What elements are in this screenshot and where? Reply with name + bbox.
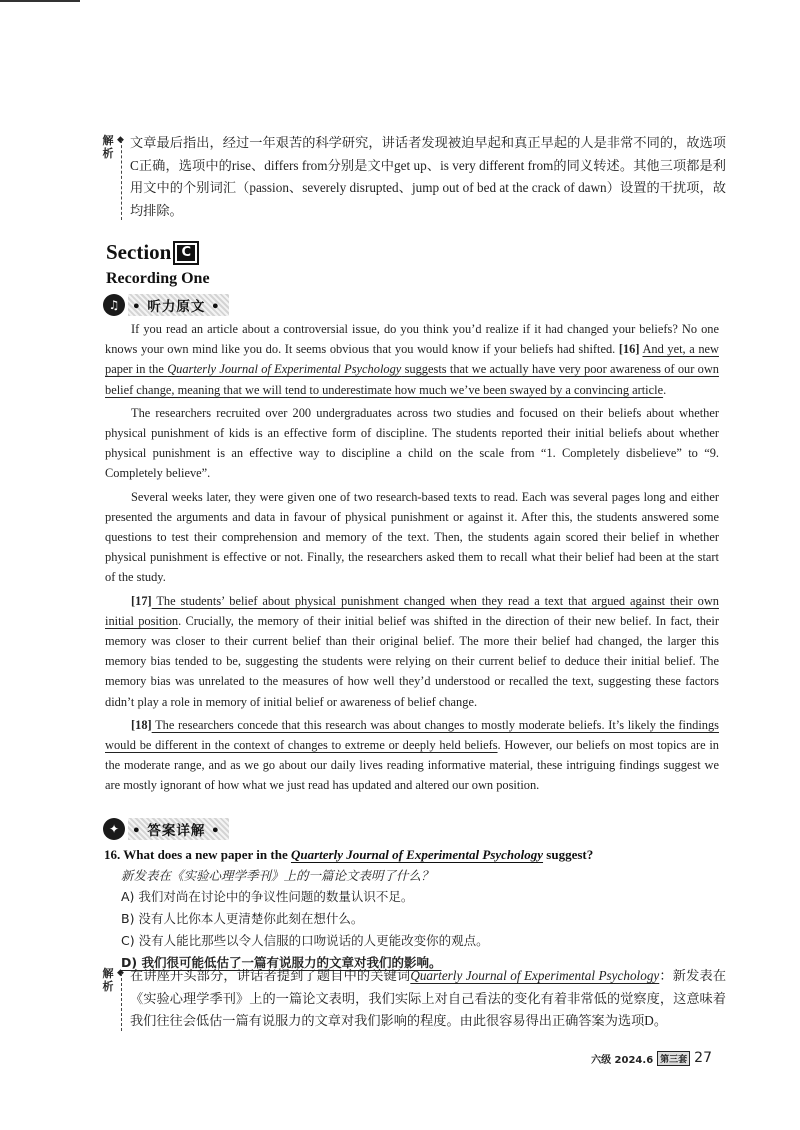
section-label: Section	[106, 240, 172, 264]
key-sentence-16: And yet, a new paper in the Quarterly Journal of Experimental Psychology suggests that we actually have very poor awareness of our own belief change, meaning that we will tend to underestimate how much we’ve been swayed by a convincing article	[105, 342, 719, 397]
question-16	[104, 845, 724, 974]
question-translation: 新发表在《实验心理学季刊》上的一篇论文表明了什么？	[121, 868, 434, 883]
heading-script-label: • 听力原文 •	[128, 294, 229, 316]
option-a: A) 我们对尚在讨论中的争议性问题的数量认识不足。	[121, 889, 414, 904]
explanation-block-16	[100, 965, 726, 1033]
key-sentence-17: The students’ belief about physical punishment changed when they read a text that argued against their own initial position	[105, 593, 719, 628]
page-number: 27	[694, 1050, 712, 1066]
question-stem: 16. What does a new paper in the Quarterly Journal of Experimental Psychology suggest?	[104, 847, 594, 862]
explanation-tag: 解析	[102, 134, 114, 160]
listening-script	[105, 319, 719, 796]
marker-17: [17]	[131, 593, 152, 608]
explanation-text: 在讲座开头部分，讲话者提到了题目中的关键词Quarterly Journal of Experimental Psychology：新发表在《实验心理学季刊》上的一篇论文表明，我们实际上对自己看法的变化有着非常低的觉察度，这意味着我们往往会低估一篇有说服力的文章对我们影响的程度。由此很容易得出正确答案为选项D。	[130, 968, 727, 1028]
headphones-icon: ♫	[103, 294, 125, 316]
heading-script	[103, 294, 229, 316]
passage-paragraph-5: [18] The researchers concede that this research was about changes to mostly moderate beliefs. It’s likely the findings would be different in the context of changes to extreme or deeply held beliefs. However, our beliefs on most topics are in the moderate range, and as we go about our daily lives reading informative material, these intriguing findings suggest we are mostly ignorant of how what we just read has updated and altered our own position.	[105, 717, 720, 793]
section-badge: C	[173, 241, 199, 265]
section-title	[106, 240, 199, 265]
recording-title: Recording One	[106, 270, 210, 287]
diamond-marker-icon: ◆	[117, 135, 124, 145]
heading-answers-label: • 答案详解 •	[128, 818, 229, 840]
option-c: C) 没有人能比那些以令人信服的口吻说话的人更能改变你的观点。	[121, 933, 489, 948]
marker-16: [16]	[618, 342, 640, 357]
option-b: B) 没有人比你本人更清楚你此刻在想什么。	[121, 911, 364, 926]
lightbulb-icon: ✦	[103, 818, 125, 840]
passage-paragraph-3: Several weeks later, they were given one of two research-based texts to read. Each was several pages long and either presented the arguments and data in favour of physical punishment or against it. After this, the students answered some questions to test their comprehension and memory of the text. Then, the students again scored their belief in whether physical punishment is effective or not. Finally, the researchers asked them to recall what their belief had been at the start of the study.	[105, 489, 719, 585]
explanation-dashed-bar	[121, 973, 122, 1031]
marker-18: [18]	[131, 717, 152, 732]
key-sentence-18: The researchers concede that this research was about changes to mostly moderate beliefs. It’s likely the findings would be different in the context of changes to extreme or deeply held beliefs	[105, 717, 719, 753]
page-footer	[591, 1050, 712, 1066]
passage-paragraph-4: [17] The students’ belief about physical punishment changed when they read a text that argued against their own initial position. Crucially, the memory of their initial belief was shifted in the direction of their new belief. In fact, their memory was closer to their current belief than their original belief. The more their belief had changed, the larger this memory bias tended to be, suggesting the students were relying on their current belief to deduce their initial belief. The memory bias was unrelated to the measures of how well they’d understood or recalled the text, suggesting these factors didn’t play a role in memory of initial belief or awareness of belief change.	[105, 593, 719, 709]
explanation-tag: 解析	[102, 967, 114, 993]
explanation-text: 文章最后指出，经过一年艰苦的科学研究，讲话者发现被迫早起和真正早起的人是非常不同的，故选项C正确，选项中的rise、differs from分别是文中get up、is very different from的同义转述。其他三项都是利用文中的个别词汇（passion、severely disrupted、jump out of bed at the crack of dawn）设置的干扰项，故均排除。	[130, 135, 726, 218]
explanation-block-top	[100, 132, 726, 222]
explanation-dashed-bar	[121, 140, 122, 220]
top-rule	[0, 0, 80, 2]
footer-issue: 六级 2024.6	[591, 1054, 654, 1066]
footer-set-box: 第三套	[657, 1051, 690, 1066]
diamond-marker-icon: ◆	[117, 968, 124, 978]
option-d-correct: D) 我们很可能低估了一篇有说服力的文章对我们的影响。	[121, 955, 442, 970]
passage-paragraph-2: The researchers recruited over 200 undergraduates across two studies and focused on their beliefs about whether physical punishment of kids is an effective form of discipline. The students reported their initial beliefs about whether physical punishment is an effective way to discipline a child on the scale from “1. Completely disbelieve” to “9. Completely believe”.	[105, 405, 719, 481]
heading-answers	[103, 818, 229, 840]
passage-paragraph-1: If you read an article about a controversial issue, do you think you’d realize if it had changed your beliefs? No one knows your own mind like you do. It seems obvious that you would know if your beliefs had shifted. [16] And yet, a new paper in the Quarterly Journal of Experimental Psychology suggests that we actually have very poor awareness of our own belief change, meaning that we will tend to underestimate how much we’ve been swayed by a convincing article.	[105, 322, 719, 397]
